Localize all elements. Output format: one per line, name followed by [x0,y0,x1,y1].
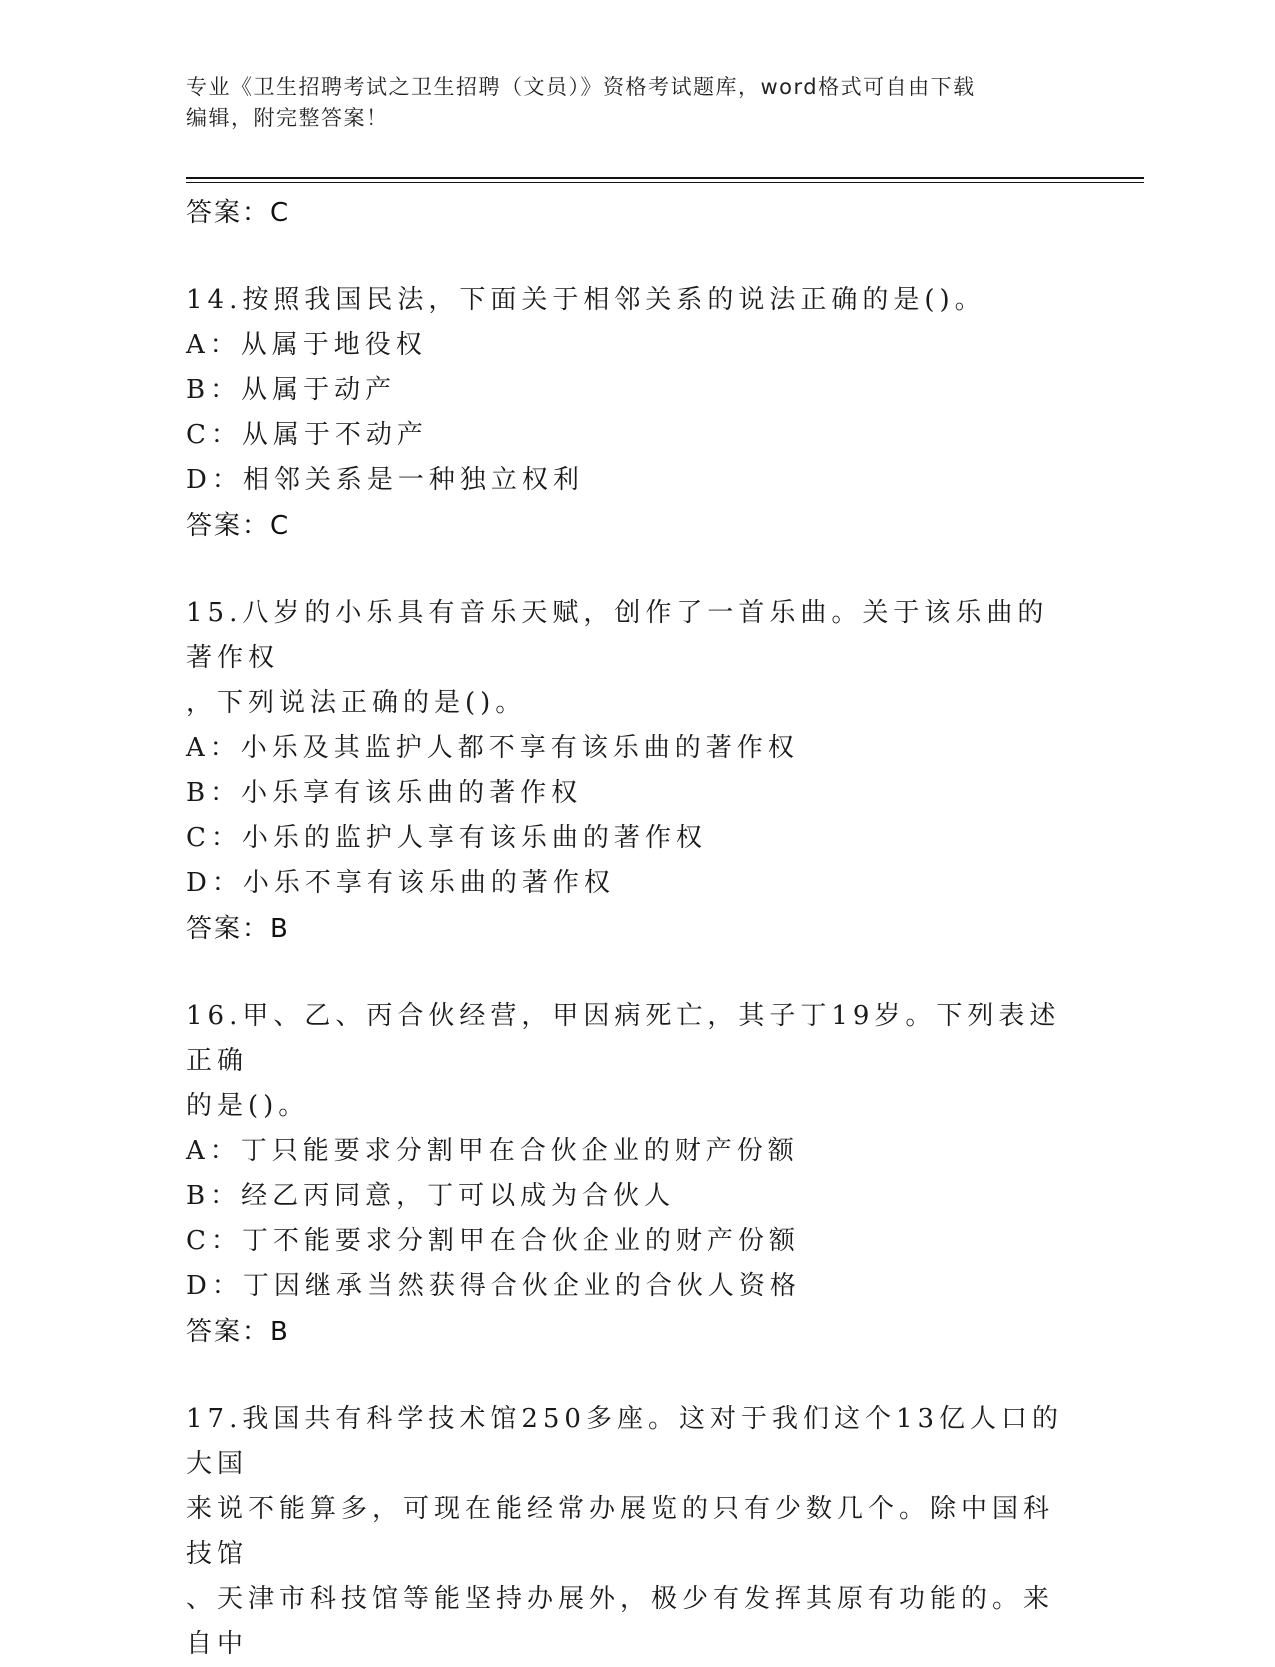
answer-line: 答案：B [186,914,290,944]
option-c: C：小乐的监护人享有该乐曲的著作权 [186,823,707,853]
question-stem [186,278,1066,323]
option-b: B：小乐享有该乐曲的著作权 [186,778,583,808]
option-c: C：丁不能要求分割甲在合伙企业的财产份额 [186,1226,800,1256]
option-c: C：从属于不动产 [186,420,428,450]
option-b: B：从属于动产 [186,375,397,405]
question-stem [186,994,1066,1129]
question-stem-line: 、天津市科技馆等能坚持办展外，极少有发挥其原有功能的。来自中 [186,1584,1055,1659]
header-divider-thin [186,182,1144,183]
question-stem-line: 14.按照我国民法，下面关于相邻关系的说法正确的是()。 [186,285,986,315]
option-b: B：经乙丙同意，丁可以成为合伙人 [186,1181,676,1211]
option-a: A：丁只能要求分割甲在合伙企业的财产份额 [186,1136,799,1166]
option-a: A：小乐及其监护人都不享有该乐曲的著作权 [186,733,799,763]
question-14 [186,278,1086,549]
question-stem [186,1397,1066,1667]
question-stem-line: 15.八岁的小乐具有音乐天赋，创作了一首乐曲。关于该乐曲的著作权 [186,598,1049,673]
question-15 [186,591,1086,952]
question-16 [186,994,1086,1355]
question-stem-line: 来说不能算多，可现在能经常办展览的只有少数几个。除中国科技馆 [186,1494,1055,1569]
header-line-1: 专业《卫生招聘考试之卫生招聘（文员）》资格考试题库，word格式可自由下载 [186,75,976,99]
header-divider-thick [186,177,1144,179]
question-stem-line: 17.我国共有科学技术馆250多座。这对于我们这个13亿人口的大国 [186,1404,1064,1479]
question-stem-line: 的是()。 [186,1091,310,1121]
header-line-2: 编辑，附完整答案！ [186,106,389,130]
question-stem [186,591,1066,726]
option-d: D：相邻关系是一种独立权利 [186,465,584,495]
option-d: D：小乐不享有该乐曲的著作权 [186,868,615,898]
document-header [186,72,1066,134]
question-17 [186,1397,1086,1667]
document-body [186,190,1086,1667]
question-stem-line: 16.甲、乙、丙合伙经营，甲因病死亡，其子丁19岁。下列表述正确 [186,1001,1061,1076]
answer-line: 答案：C [186,511,291,541]
answer-line: 答案：B [186,1317,290,1347]
question-stem-line: ，下列说法正确的是()。 [186,688,527,718]
answer-line: 答案：C [186,198,291,228]
option-a: A：从属于地役权 [186,330,427,360]
option-d: D：丁因继承当然获得合伙企业的合伙人资格 [186,1271,801,1301]
